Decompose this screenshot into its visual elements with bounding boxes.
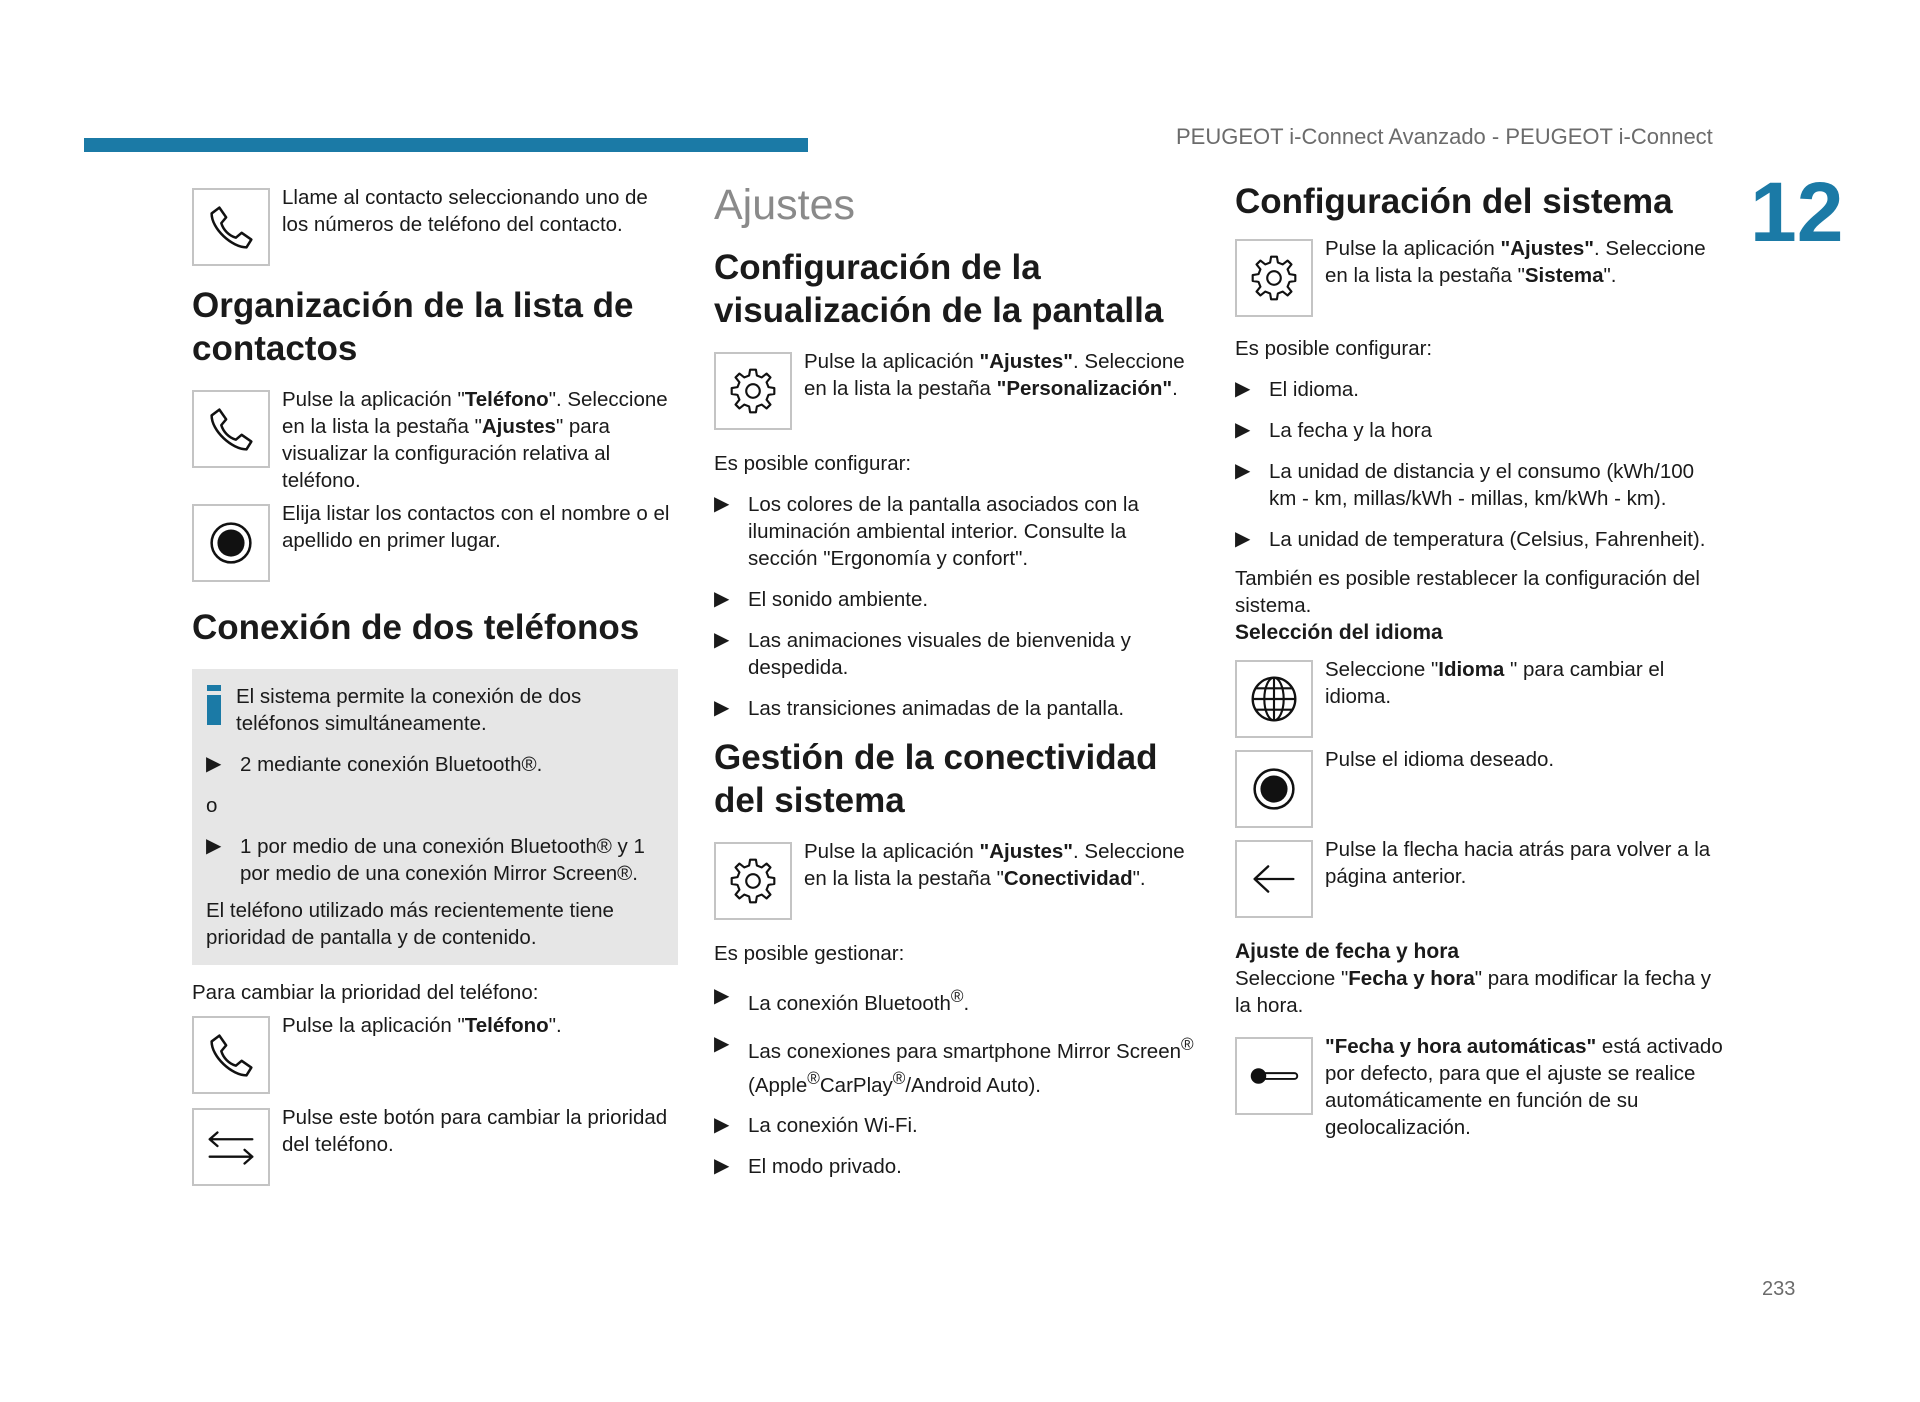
org-step-1-text: Pulse la aplicación "Teléfono". Seleccione en la lista la pestaña "Ajustes" para visualizar la configuración relativa al teléfono. — [282, 388, 668, 492]
bullet-arrow-icon: ▶ — [206, 835, 222, 857]
back-arrow-icon — [1235, 840, 1313, 918]
list-item: ▶ El idioma. — [1235, 378, 1360, 401]
conn-bullets — [714, 983, 1198, 1180]
auto-date-text: "Fecha y hora automáticas" está activado por defecto, para que el ajuste se realice automáticamente en función de su geolocalización. — [1325, 1035, 1723, 1139]
list-item: ▶ El sonido ambiente. — [714, 588, 929, 611]
bullet-arrow-icon: ▶ — [206, 753, 222, 775]
column-left — [192, 180, 678, 1186]
list-item: ▶ Los colores de la pantalla asociados con la iluminación ambiental interior. Consulte la sección "Ergonomía y confort". — [714, 493, 1139, 570]
list-item: ▶ La conexión Wi-Fi. — [714, 1114, 918, 1138]
sys-step-text: Pulse la aplicación "Ajustes". Seleccione en la lista la pestaña "Sistema". — [1325, 237, 1706, 287]
lang-step-2 — [1235, 750, 1725, 828]
call-contact-row — [192, 188, 678, 266]
bullet-arrow-icon: ▶ — [1235, 528, 1251, 550]
phone-icon — [192, 188, 270, 266]
org-heading: Organización de la lista de contactos — [192, 286, 634, 368]
bullet-arrow-icon: ▶ — [714, 1155, 730, 1178]
bullet-arrow-icon: ▶ — [714, 629, 730, 651]
gear-icon — [714, 842, 792, 920]
section-title: Ajustes — [714, 181, 856, 229]
lang-step-1-text: Seleccione "Idioma " para cambiar el idioma. — [1325, 658, 1665, 708]
list-item: ▶ 2 mediante conexión Bluetooth®. — [206, 753, 543, 776]
priority-step-2-text: Pulse este botón para cambiar la prioridad del teléfono. — [282, 1106, 668, 1156]
priority-intro: Para cambiar la prioridad del teléfono: — [192, 981, 539, 1004]
display-bullets — [714, 491, 1198, 722]
info-box — [192, 669, 678, 965]
display-step-text: Pulse la aplicación "Ajustes". Seleccione en la lista la pestaña "Personalización". — [804, 350, 1185, 400]
swap-arrows-icon — [192, 1108, 270, 1186]
bullet-arrow-icon: ▶ — [1235, 378, 1251, 400]
bullet-arrow-icon: ▶ — [1235, 419, 1251, 441]
bullet-arrow-icon: ▶ — [714, 1032, 730, 1055]
column-right — [1235, 180, 1725, 1141]
phone-icon — [192, 1016, 270, 1094]
sys-heading: Configuración del sistema — [1235, 182, 1673, 221]
auto-date-row — [1235, 1037, 1725, 1141]
gear-icon — [1235, 239, 1313, 317]
phone-icon — [192, 390, 270, 468]
sys-step — [1235, 239, 1725, 317]
info-row — [206, 683, 664, 737]
bullet-arrow-icon: ▶ — [714, 1114, 730, 1137]
info-text: El sistema permite la conexión de dos teléfonos simultáneamente. — [236, 685, 582, 735]
sys-bullets — [1235, 376, 1725, 553]
two-phones-heading: Conexión de dos teléfonos — [192, 608, 640, 647]
list-item: ▶ Las transiciones animadas de la pantalla. — [714, 697, 1125, 720]
radio-selected-icon — [192, 504, 270, 582]
toggle-switch-icon — [1235, 1037, 1313, 1115]
priority-step-1-text: Pulse la aplicación "Teléfono". — [282, 1014, 562, 1037]
priority-step-2 — [192, 1108, 678, 1186]
bullet-arrow-icon: ▶ — [714, 985, 730, 1007]
display-heading: Configuración de la visualización de la pantalla — [714, 248, 1164, 330]
info-bullets-2 — [206, 833, 664, 887]
org-step-1 — [192, 390, 678, 494]
running-title: PEUGEOT i-Connect Avanzado - PEUGEOT i-Connect — [1176, 124, 1713, 149]
info-or: o — [206, 794, 218, 817]
lang-step-2-text: Pulse el idioma deseado. — [1325, 748, 1555, 771]
gear-icon — [714, 352, 792, 430]
conn-step-text: Pulse la aplicación "Ajustes". Seleccione en la lista la pestaña "Conectividad". — [804, 840, 1185, 890]
radio-selected-icon — [1235, 750, 1313, 828]
list-item: ▶ Las conexiones para smartphone Mirror Screen® (Apple®CarPlay®/Android Auto). — [714, 1032, 1194, 1097]
list-item: ▶ Las animaciones visuales de bienvenida y despedida. — [714, 629, 1131, 679]
lang-step-3 — [1235, 840, 1725, 918]
sys-reset: También es posible restablecer la configuración del sistema. — [1235, 567, 1700, 617]
info-icon — [206, 683, 236, 732]
list-item: ▶ La unidad de distancia y el consumo (kWh/100 km - km, millas/kWh - millas, km/kWh - km). — [1235, 460, 1695, 510]
date-heading: Ajuste de fecha y hora — [1235, 940, 1460, 963]
list-item: ▶ La unidad de temperatura (Celsius, Fahrenheit). — [1235, 528, 1706, 551]
priority-step-1 — [192, 1016, 678, 1094]
org-step-2-text: Elija listar los contactos con el nombre o el apellido en primer lugar. — [282, 502, 670, 552]
display-intro: Es posible configurar: — [714, 452, 912, 475]
list-item: ▶ 1 por medio de una conexión Bluetooth® y 1 por medio de una conexión Mirror Screen®. — [206, 835, 645, 885]
info-footer: El teléfono utilizado más recientemente tiene prioridad de pantalla y de contenido. — [206, 899, 614, 949]
bullet-arrow-icon: ▶ — [714, 493, 730, 515]
bullet-arrow-icon: ▶ — [1235, 460, 1251, 482]
display-step — [714, 352, 1198, 430]
org-step-2 — [192, 504, 678, 582]
info-bullets — [206, 751, 664, 778]
globe-icon — [1235, 660, 1313, 738]
list-item: ▶ El modo privado. — [714, 1155, 902, 1179]
list-item: ▶ La conexión Bluetooth®. — [714, 985, 970, 1015]
sys-intro: Es posible configurar: — [1235, 337, 1433, 360]
column-middle — [714, 180, 1198, 1194]
bullet-arrow-icon: ▶ — [714, 697, 730, 719]
lang-step-3-text: Pulse la flecha hacia atrás para volver a la página anterior. — [1325, 838, 1711, 888]
conn-step — [714, 842, 1198, 920]
page-number: 233 — [1762, 1278, 1796, 1300]
lang-step-1 — [1235, 660, 1725, 738]
header-accent-bar — [84, 138, 808, 152]
date-text: Seleccione "Fecha y hora" para modificar la fecha y la hora. — [1235, 967, 1712, 1017]
chapter-number: 12 — [1750, 165, 1844, 259]
lang-heading: Selección del idioma — [1235, 621, 1443, 644]
conn-heading: Gestión de la conectividad del sistema — [714, 738, 1158, 820]
conn-intro: Es posible gestionar: — [714, 942, 905, 965]
list-item: ▶ La fecha y la hora — [1235, 419, 1432, 442]
call-contact-text: Llame al contacto seleccionando uno de los números de teléfono del contacto. — [282, 186, 648, 236]
bullet-arrow-icon: ▶ — [714, 588, 730, 610]
